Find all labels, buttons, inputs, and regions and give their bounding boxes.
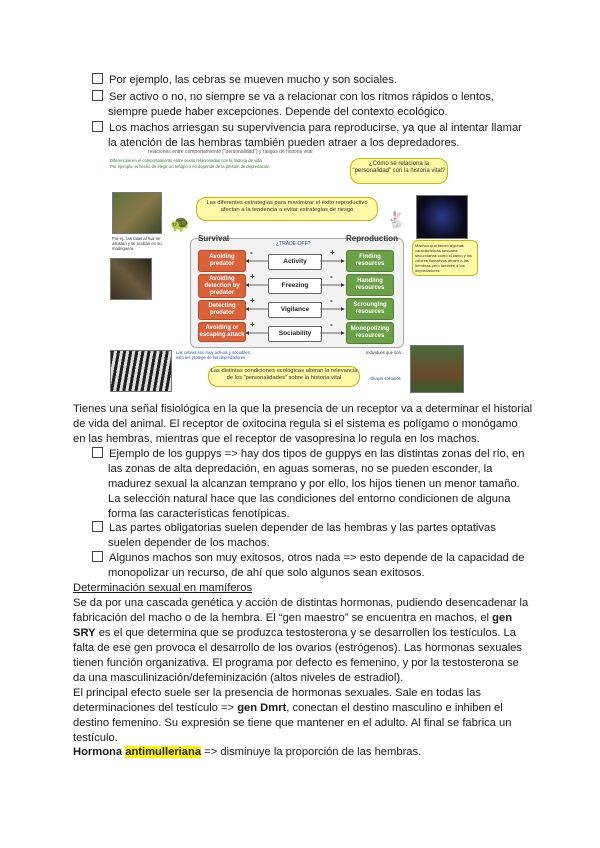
text-run: fabricación del macho o de la hembra. El “gen maestro” se encuentra en machos, el — [73, 612, 493, 624]
bullet-continuation: la atención de las hembras también pueden atraer a los depredadores. — [108, 137, 460, 149]
zebra-photo — [110, 350, 172, 392]
bullet-text: Algunos machos son muy exitosos, otros nada => esto depende de la capacidad de — [109, 552, 525, 564]
figure-top-note: Diferencias en el comportamiento entre sexos relacionadas con la historia de vida — [110, 158, 262, 163]
text-run: es el que determina que se produzca testosterona y se desarrollen los testículos. La — [95, 627, 516, 639]
section-title: Determinación sexual en mamíferos — [73, 582, 253, 594]
trait-box: Freezing — [268, 278, 322, 294]
sign-right: - — [330, 320, 333, 329]
trait-box: Vigilance — [268, 302, 322, 318]
bullet-item — [92, 90, 532, 105]
paragraph: de vida del animal. El receptor de oxitocina regula si el sistema es polígamo o monógamo — [73, 418, 518, 430]
bird-photo — [112, 192, 162, 234]
bullet-item — [92, 521, 532, 536]
bird-of-paradise-photo — [416, 195, 468, 239]
bullet-text: Los machos arriesgan su supervivencia para reproducirse, ya que al intentar llamar — [109, 122, 522, 134]
paragraph: destino femenino. Su expresión se tiene que mantener en el adulto. Al final se fabrica un — [73, 717, 512, 729]
center-bubble: Las diferentes estrategias para maximizar el éxito reproductivo afectan a la tendencia a evitar estrategias de riesgo — [196, 197, 378, 221]
figure-header-snippet: relaciones entre comportamiento (“personalidad”) y rasgos de historia vital — [148, 149, 313, 155]
text-run: , conectan el destino masculino e inhiben el — [286, 702, 503, 714]
predator-photo — [110, 258, 152, 300]
checkbox-icon[interactable] — [92, 447, 103, 458]
bottom-left-note: Las cebras son muy activas y sociables; esto les protege de los depredadores — [176, 350, 251, 360]
trait-box: Sociability — [268, 326, 322, 342]
bullet-text: Ser activo o no, no siempre se va a relacionar con los ritmos rápidos o lentos, — [109, 91, 494, 103]
bullet-item — [92, 73, 532, 88]
bold-term: gen — [492, 612, 513, 624]
bold-term: Hormona — [73, 746, 126, 758]
bullet-continuation: siempre puede haber excepciones. Depende del contexto ecológico. — [108, 106, 448, 118]
sign-left: + — [250, 320, 255, 329]
trait-box: Activity — [268, 254, 322, 270]
paragraph: en las hembras, mientras que el receptor de vasopresina lo regula en los machos. — [73, 433, 480, 445]
highlighted-term: antimulleriana — [125, 746, 202, 758]
bullet-text: Por ejemplo, las cebras se mueven mucho y son sociales. — [109, 74, 397, 86]
paragraph — [73, 611, 533, 626]
bullet-item — [92, 447, 532, 462]
rabbit-icon: 🐇 — [386, 212, 406, 229]
bullet-item — [92, 551, 532, 566]
turtle-icon: 🐢 — [170, 216, 190, 233]
sign-left: + — [250, 296, 255, 305]
paragraph: da una masculinización/defeminización (altos niveles de estradiol). — [73, 672, 404, 684]
paragraph — [73, 701, 533, 716]
reproduction-title: Reproduction — [346, 234, 398, 243]
paragraph: testículo. — [73, 732, 118, 744]
reproduction-box: Scrounging resources — [346, 298, 394, 320]
sign-right: - — [330, 296, 333, 305]
checkbox-icon[interactable] — [92, 551, 103, 562]
paragraph: Tienes una señal fisiológica en la que la presencia de un receptor va a determinar el historial — [73, 403, 533, 415]
text-run: determinaciones del testículo => — [73, 702, 238, 714]
bullet-continuation: forma las características fenotípicas. — [108, 508, 290, 520]
okapi-photo — [410, 345, 464, 393]
left-note: Por ej., las ratas al huir se asustan y se ocultan en su madriguera — [112, 236, 162, 251]
bottom-right-note: Individuos que son... — [366, 350, 405, 355]
bold-term: gen Dmrt — [237, 702, 287, 714]
trade-off-header: ¿TRADE-OFF? — [276, 241, 311, 247]
survival-box: Avoiding or escaping attack — [198, 322, 246, 342]
survival-box: Avoiding detection by predator — [198, 274, 246, 298]
text-run: => disminuye la proporción de las hembras. — [201, 746, 422, 758]
survival-box: Avoiding predator — [198, 250, 246, 272]
bullet-item — [92, 121, 532, 136]
bullet-continuation: las zonas de alta depredación, en aguas someras, no se pueden esconder, la — [108, 463, 493, 475]
bottom-bubble: Las distintas condiciones ecológicas alteran la relevancia de los “personalidades” sobre la historia vital — [208, 366, 360, 387]
bold-term: SRY — [73, 627, 96, 639]
figure-personality-life-history — [108, 150, 528, 400]
sign-left: - — [250, 248, 253, 257]
reproduction-box: Finding resources — [346, 250, 394, 272]
sign-right: + — [330, 248, 335, 257]
bottom-right-note: Okapis solitarios — [370, 376, 401, 381]
figure-top-note: Por ejemplo, el hecho de elegir un refugio o no depende de la presión de depredación — [110, 164, 270, 169]
paragraph: falta de ese gen provoca el desarrollo de los ovarios (estrógenos). Las hormonas sexuales — [73, 642, 522, 654]
bullet-text: Las partes obligatorias suelen depender de las hembras y las partes optativas — [109, 522, 496, 534]
checkbox-icon[interactable] — [92, 73, 103, 84]
survival-box: Detecting predator — [198, 300, 246, 320]
question-bubble: ¿Cómo se relaciona la “personalidad” con la historia vital? — [350, 158, 448, 184]
survival-title: Survival — [198, 234, 230, 243]
bullet-continuation: suelen depender de los machos. — [108, 537, 270, 549]
bullet-continuation: monopolizar un recurso, de ahí que solo algunos sean exitosos. — [108, 567, 425, 579]
paragraph — [73, 626, 533, 641]
paragraph — [73, 745, 533, 760]
checkbox-icon[interactable] — [92, 521, 103, 532]
paragraph: El principal efecto suele ser la presencia de hormonas sexuales. Sale en todas las — [73, 687, 481, 699]
reproduction-box: Handling resources — [346, 274, 394, 296]
bullet-text: Ejemplo de los guppys => hay dos tipos de guppys en las distintas zonas del río, en — [109, 448, 525, 460]
paragraph: tienen función organizativa. El programa por defecto es femenino, y por la testosterona se — [73, 657, 519, 669]
checkbox-icon[interactable] — [92, 90, 103, 101]
bullet-continuation: La selección natural hace que las condiciones del entorno condicionen de alguna — [108, 493, 511, 505]
bullet-continuation: madurez sexual la alcanzan temprano y por ello, los hijos tienen un menor tamaño. — [108, 478, 520, 490]
reproduction-box: Monopolizing resources — [346, 322, 394, 344]
sign-right: - — [330, 272, 333, 281]
checkbox-icon[interactable] — [92, 121, 103, 132]
right-note: Machos que tienen algunas características sexuales secundarias como el canto y los colores llamativos atraen a las hembras pero también a los depredadores — [412, 240, 478, 276]
sign-left: + — [250, 272, 255, 281]
paragraph: Se da por una cascada genética y acción de distintas hormonas, pudiendo desencadenar la — [73, 597, 529, 609]
